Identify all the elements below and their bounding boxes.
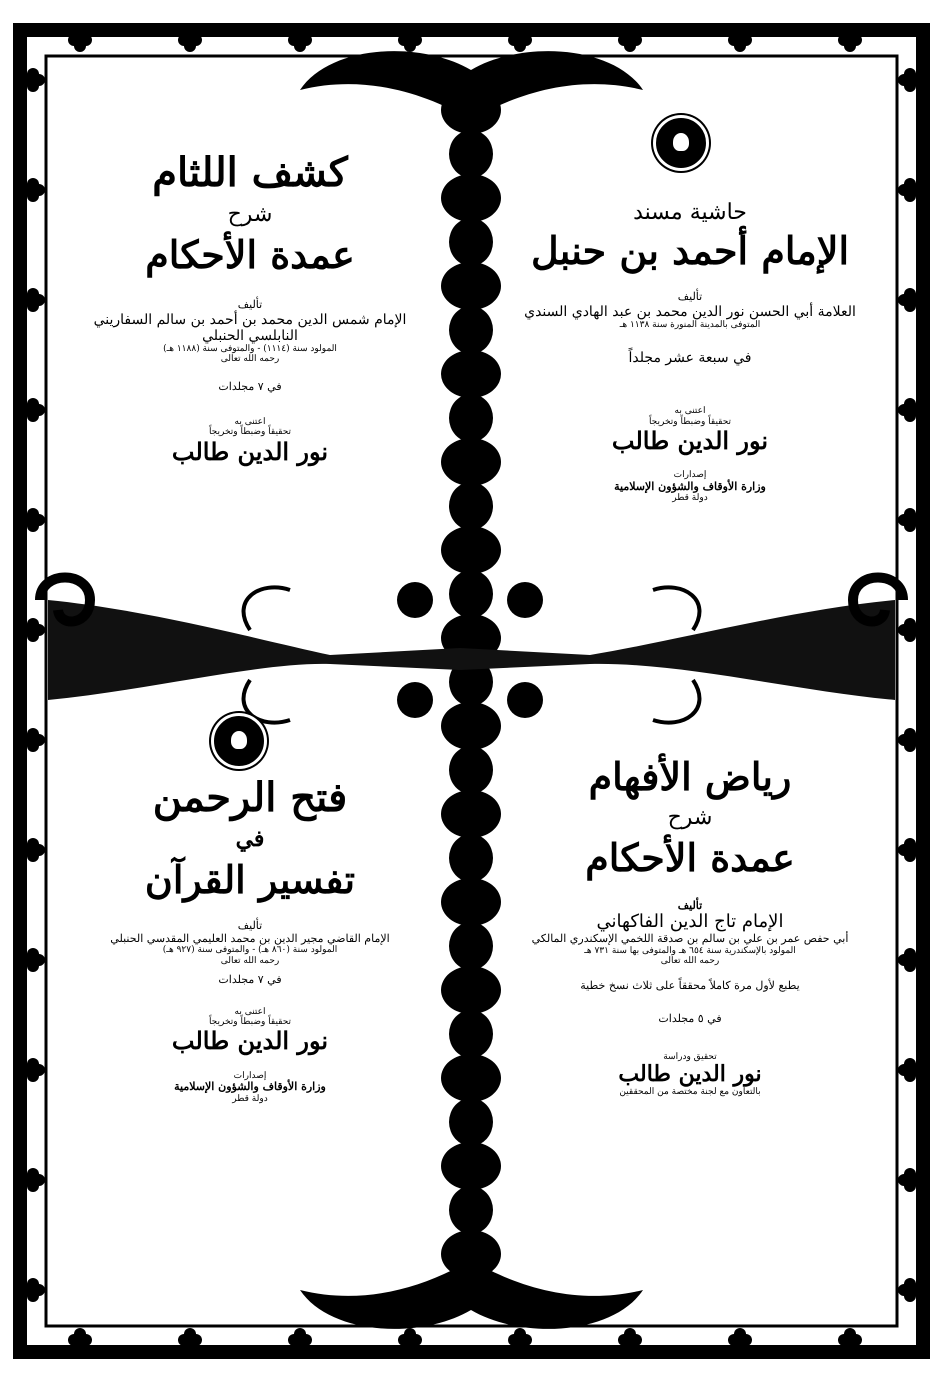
sharh-label: شرح bbox=[667, 804, 713, 830]
border-flower-petal bbox=[904, 68, 916, 80]
author-full-name: أبي حفص عمر بن علي بن سالم بن صدقة اللخمي الإسكندري المالكي bbox=[531, 932, 849, 945]
border-flower-petal bbox=[904, 1058, 916, 1070]
rahimahu: رحمه الله تعالى bbox=[660, 955, 720, 966]
border-flower-petal bbox=[904, 508, 916, 520]
author-death: المتوفى بالمدينة المنورة سنة ١١٣٨ هـ bbox=[619, 319, 761, 330]
publisher-name: وزارة الأوقاف والشؤون الإسلامية bbox=[614, 479, 766, 493]
border-flower-petal bbox=[184, 28, 196, 40]
book-title: كشف اللثام bbox=[152, 149, 348, 196]
editor-team: بالتعاون مع لجنة مختصة من المحققين bbox=[619, 1087, 761, 1098]
column-bead bbox=[449, 746, 493, 794]
border-flower-petal bbox=[27, 618, 39, 630]
book-subtitle: عمدة الأحكام bbox=[585, 834, 795, 880]
editor-note: تحقيقاً وضبطاً وتخريجاً bbox=[208, 1016, 292, 1027]
author-name: الإمام تاج الدين الفاكهاني bbox=[596, 911, 784, 933]
book-cover-kashf bbox=[80, 150, 420, 465]
column-bead bbox=[449, 922, 493, 970]
border-flower-petal bbox=[624, 1328, 636, 1340]
column-bead bbox=[441, 526, 501, 574]
publisher-place: دولة قطر bbox=[672, 493, 708, 504]
rahimahu: رحمه الله تعالى bbox=[220, 955, 280, 966]
editor-label: تحقيق ودراسة bbox=[663, 1051, 717, 1062]
column-bead bbox=[449, 394, 493, 442]
column-bead bbox=[441, 878, 501, 926]
border-flower-petal bbox=[27, 728, 39, 740]
book-subtitle: عمدة الأحكام bbox=[145, 232, 355, 278]
column-bead bbox=[449, 570, 493, 618]
publisher-seal-top bbox=[656, 118, 706, 168]
border-flower-petal bbox=[27, 398, 39, 410]
column-bead bbox=[441, 262, 501, 310]
book-title: الإمام أحمد بن حنبل bbox=[530, 228, 850, 274]
author-label: تأليف bbox=[237, 918, 263, 932]
border-flower-petal bbox=[844, 1328, 856, 1340]
sharh-label: شرح bbox=[227, 202, 273, 227]
border-flower-petal bbox=[74, 1328, 86, 1340]
border-flower-petal bbox=[27, 178, 39, 190]
column-bead bbox=[441, 702, 501, 750]
border-flower-petal bbox=[904, 288, 916, 300]
editor-name: نور الدين طالب bbox=[618, 1060, 762, 1087]
border-flower-petal bbox=[27, 838, 39, 850]
publisher-seal-middle bbox=[214, 716, 264, 766]
column-bead bbox=[449, 218, 493, 266]
book-cover-fath bbox=[80, 775, 420, 1104]
editor-name: نور الدين طالب bbox=[171, 1026, 329, 1056]
author-name: الإمام شمس الدين محمد بن أحمد بن سالم السفاريني bbox=[93, 311, 407, 328]
author-name: الإمام القاضي مجير الدين بن محمد العليمي المقدسي الحنبلي bbox=[110, 931, 390, 945]
border-flower-petal bbox=[294, 28, 306, 40]
border-flower-petal bbox=[404, 1328, 416, 1340]
author-dates: المولود بالإسكندرية سنة ٦٥٤ هـ والمتوفى بها سنة ٧٣١ هـ bbox=[584, 945, 796, 956]
editor-note: تحقيقاً وضبطاً وتخريجاً bbox=[648, 416, 732, 427]
border-flower-petal bbox=[27, 508, 39, 520]
author-label: تأليف bbox=[677, 289, 703, 303]
author-dates: المولود سنة (٨٦٠ هـ) - والمتوفى سنة (٩٢٧ هـ) bbox=[162, 945, 338, 956]
column-bead bbox=[441, 790, 501, 838]
column-bead bbox=[441, 966, 501, 1014]
author-label: تأليف bbox=[237, 297, 263, 311]
book-title: فتح الرحمن bbox=[152, 774, 348, 821]
center-flower-right bbox=[507, 582, 543, 618]
book-cover-musnad bbox=[520, 200, 860, 504]
border-flower-petal bbox=[904, 618, 916, 630]
editor-name: نور الدين طالب bbox=[171, 436, 329, 466]
column-bead bbox=[441, 350, 501, 398]
book-cover-riyad bbox=[520, 755, 860, 1098]
center-flower-left bbox=[397, 582, 433, 618]
border-flower-petal bbox=[27, 1058, 39, 1070]
border-flower-petal bbox=[904, 948, 916, 960]
rahimahu: رحمه الله تعالى bbox=[220, 354, 280, 365]
border-flower-petal bbox=[844, 28, 856, 40]
column-bead bbox=[449, 306, 493, 354]
editor-label: اعتنى به bbox=[674, 406, 706, 417]
fi-label: في bbox=[235, 826, 265, 852]
border-flower-petal bbox=[904, 728, 916, 740]
border-flower-petal bbox=[904, 178, 916, 190]
editor-note: تحقيقاً وضبطاً وتخريجاً bbox=[208, 427, 292, 438]
central-column bbox=[441, 86, 501, 1278]
border-flower-petal bbox=[27, 1278, 39, 1290]
border-flower-petal bbox=[734, 1328, 746, 1340]
pre-title: حاشية مسند bbox=[633, 200, 747, 225]
volumes: في ٧ مجلدات bbox=[218, 972, 282, 986]
border-flower-petal bbox=[27, 948, 39, 960]
publisher-label: إصدارات bbox=[233, 1070, 267, 1081]
border-flower-petal bbox=[27, 1168, 39, 1180]
author-nisba: النابلسي الحنبلي bbox=[202, 327, 298, 344]
editor-name: نور الدين طالب bbox=[611, 425, 769, 455]
author-name: العلامة أبي الحسن نور الدين محمد بن عبد الهادي السندي bbox=[524, 303, 856, 320]
bottom-bow-ornament bbox=[300, 1260, 643, 1329]
column-bead bbox=[449, 1010, 493, 1058]
book-title: رياض الأفهام bbox=[588, 754, 792, 799]
border-flower-petal bbox=[904, 1278, 916, 1290]
border-flower-petal bbox=[404, 28, 416, 40]
volumes: في ٥ مجلدات bbox=[658, 1011, 722, 1025]
author-label: تأليف bbox=[677, 898, 703, 912]
publisher-place: دولة قطر bbox=[232, 1093, 268, 1104]
column-bead bbox=[449, 1186, 493, 1234]
border-flower-petal bbox=[624, 28, 636, 40]
border-flower-petal bbox=[904, 398, 916, 410]
volumes: في سبعة عشر مجلداً bbox=[628, 350, 752, 367]
border-flower-petal bbox=[734, 28, 746, 40]
border-flower-petal bbox=[514, 1328, 526, 1340]
book-subtitle: تفسير القرآن bbox=[144, 857, 356, 903]
column-bead bbox=[441, 174, 501, 222]
editor-label: اعتنى به bbox=[234, 1006, 266, 1017]
column-bead bbox=[449, 482, 493, 530]
center-flower-bottom-left bbox=[397, 682, 433, 718]
column-bead bbox=[449, 1098, 493, 1146]
top-bow-ornament bbox=[300, 51, 643, 120]
column-bead bbox=[441, 438, 501, 486]
border-flower-petal bbox=[27, 68, 39, 80]
author-dates: المولود سنة (١١١٤) - والمتوفى سنة (١١٨٨ هـ) bbox=[163, 343, 337, 354]
volumes: في ٧ مجلدات bbox=[218, 379, 282, 393]
editor-label: اعتنى به bbox=[234, 417, 266, 428]
column-bead bbox=[441, 1142, 501, 1190]
publisher-name: وزارة الأوقاف والشؤون الإسلامية bbox=[174, 1080, 326, 1094]
border-flower-petal bbox=[74, 28, 86, 40]
publisher-label: إصدارات bbox=[673, 470, 707, 481]
first-print-note: يطبع لأول مرة كاملاً محققاً على ثلاث نسخ خطية bbox=[580, 979, 800, 993]
column-bead bbox=[449, 130, 493, 178]
border-flower-petal bbox=[904, 838, 916, 850]
column-bead bbox=[449, 834, 493, 882]
border-flower-petal bbox=[294, 1328, 306, 1340]
border-flower-petal bbox=[514, 28, 526, 40]
column-bead bbox=[441, 1054, 501, 1102]
center-flower-bottom-right bbox=[507, 682, 543, 718]
border-flower-petal bbox=[184, 1328, 196, 1340]
border-flower-petal bbox=[904, 1168, 916, 1180]
border-flower-petal bbox=[27, 288, 39, 300]
